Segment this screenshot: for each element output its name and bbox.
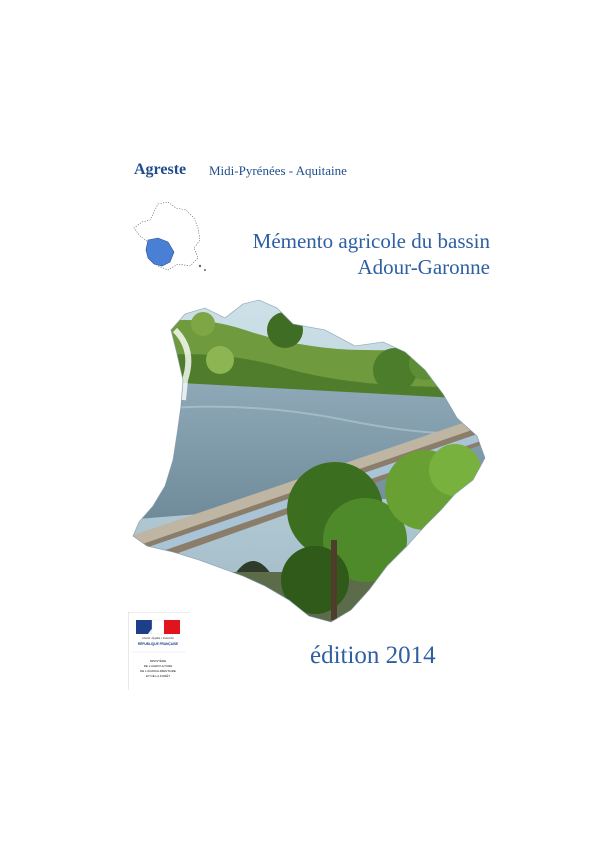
highlighted-basin-region <box>146 238 174 266</box>
logo-ministry-1: MINISTÈRE <box>149 659 167 663</box>
logo-republic: RÉPUBLIQUE FRANÇAISE <box>137 642 179 646</box>
logo-motto: Liberté • Égalité • Fraternité <box>142 637 174 640</box>
france-locator-map <box>128 200 210 272</box>
ministry-logo <box>128 612 190 692</box>
basin-photo-map <box>125 290 495 630</box>
title-line-2: Adour-Garonne <box>357 255 490 279</box>
logo-ministry-2: DE L'AGRICULTURE <box>143 664 173 668</box>
logo-ministry-3: DE L'AGROALIMENTAIRE <box>140 669 176 673</box>
agreste-brand: Agreste <box>134 161 187 178</box>
edition-label: édition 2014 <box>310 642 436 669</box>
region-label: Midi-Pyrénées - Aquitaine <box>209 163 347 178</box>
logo-ministry-4: ET DE LA FORÊT <box>145 674 171 678</box>
title-line-1: Mémento agricole du bassin <box>252 229 490 253</box>
